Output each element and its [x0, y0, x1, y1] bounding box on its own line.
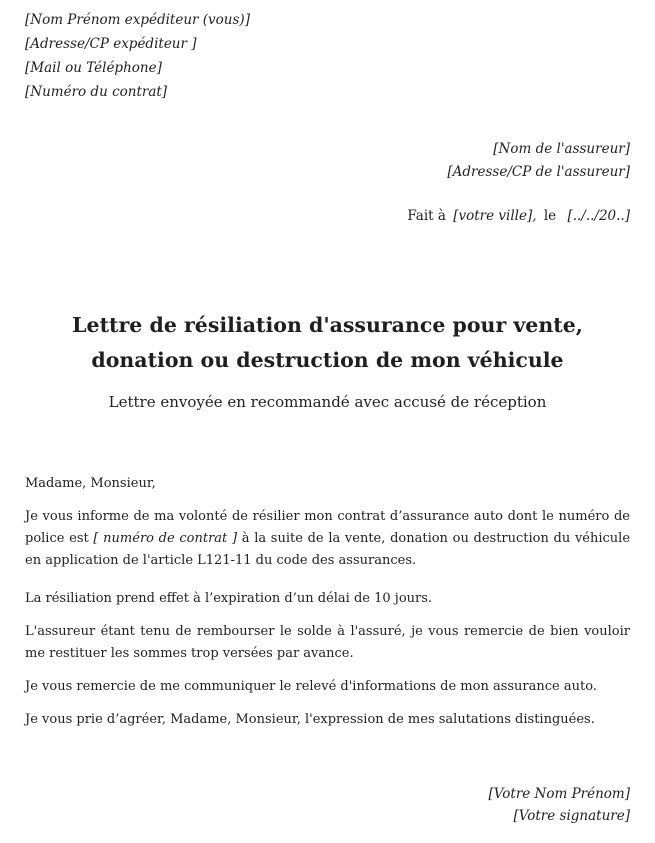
recipient-block [25, 138, 630, 184]
signer-name-placeholder: [Votre Nom Prénom] [488, 786, 630, 802]
paragraph-contract-before: Je vous informe de ma volonté de résilier mon contrat d’assurance auto dont le numéro de police est [25, 509, 630, 546]
paragraph-closing: Je vous prie d’agréer, Madame, Monsieur, l'expression de mes salutations distinguées. [25, 712, 595, 727]
signature-placeholder: [Votre signature] [513, 808, 630, 824]
paragraph-delay: La résiliation prend effet à l’expiration d’un délai de 10 jours. [25, 591, 433, 606]
date-placeholder: [../../20..] [567, 208, 630, 224]
date-prefix: Fait à [407, 208, 446, 224]
city-placeholder: [votre ville], [453, 208, 537, 224]
sender-name-placeholder: [Nom Prénom expéditeur (vous)] [25, 12, 250, 28]
letter-title: Lettre de résiliation d'assurance pour vente, donation ou destruction de mon véhicule [72, 313, 583, 372]
insurer-address-placeholder: [Adresse/CP de l'assureur] [447, 164, 630, 180]
salutation: Madame, Monsieur, [25, 476, 156, 491]
date-article: le [543, 208, 557, 224]
date-line [25, 205, 630, 228]
sender-address-placeholder: [Adresse/CP expéditeur ] [25, 36, 197, 52]
sender-block [25, 8, 630, 104]
paragraph-information-statement: Je vous remercie de me communiquer le relevé d'informations de mon assurance auto. [25, 679, 597, 694]
sender-contact-placeholder: [Mail ou Téléphone] [25, 60, 162, 76]
paragraph-contract-after: à la suite de la vente, donation ou destruction du véhicule en application de l'article L121-11 du code des assurances. [25, 531, 631, 568]
paragraph-contract-cancellation [25, 506, 630, 572]
signature-block [25, 783, 630, 827]
paragraph-refund: L'assureur étant tenu de rembourser le solde à l'assuré, je vous remercie de bien vouloir me restituer les sommes trop versées par avance. [25, 624, 630, 661]
insurer-name-placeholder: [Nom de l'assureur] [493, 141, 630, 157]
contract-number-placeholder: [ numéro de contrat ] [93, 531, 238, 546]
sender-contract-number-placeholder: [Numéro du contrat] [25, 84, 168, 100]
letter-subtitle: Lettre envoyée en recommandé avec accusé de réception [108, 393, 547, 411]
